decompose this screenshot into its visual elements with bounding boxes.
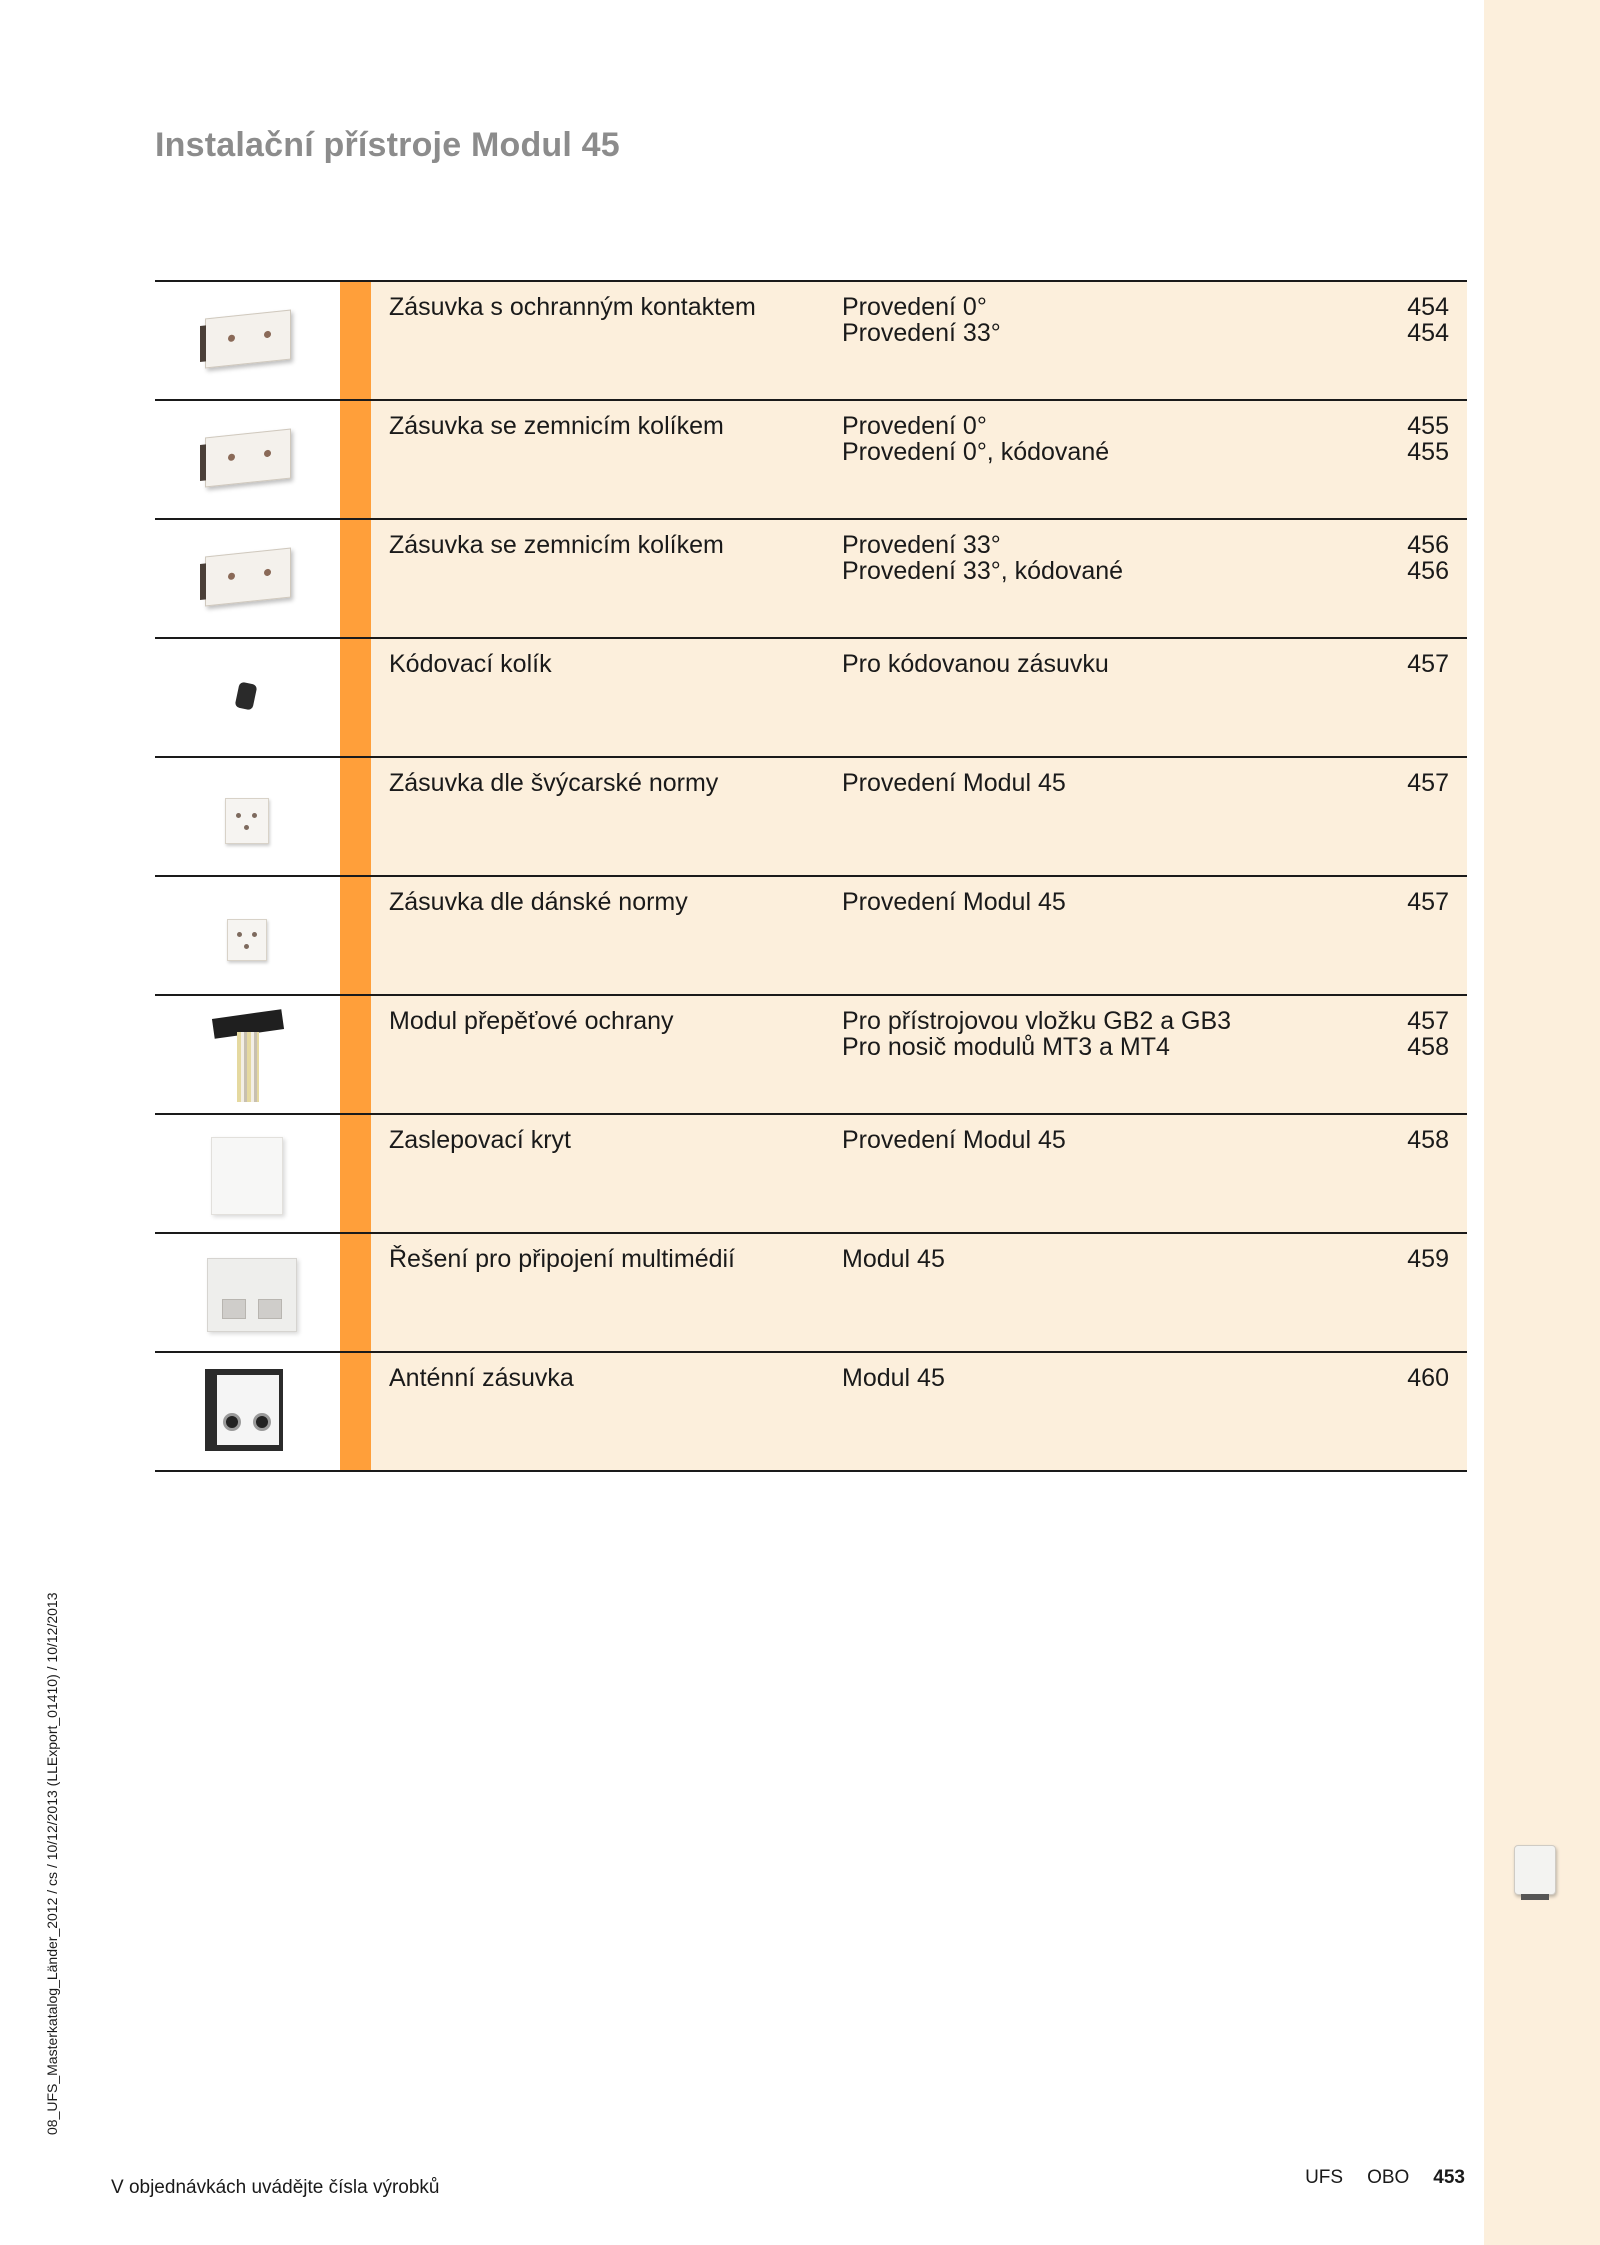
variant-label: Modul 45 (842, 1245, 945, 1273)
product-name: Zásuvka se zemnicím kolíkem (389, 531, 724, 559)
accent-bar (340, 996, 371, 1113)
product-name: Modul přepěťové ochrany (389, 1007, 674, 1035)
swiss-socket-icon (155, 758, 340, 875)
page-references (1407, 770, 1449, 796)
page-references (1407, 294, 1449, 346)
row-content (371, 401, 1467, 518)
product-variants (842, 532, 1123, 584)
accent-bar (340, 1353, 371, 1470)
variant-label: Provedení 0° (842, 412, 987, 440)
variant-label: Pro kódovanou zásuvku (842, 650, 1109, 678)
row-content (371, 1234, 1467, 1351)
variant-label: Provedení Modul 45 (842, 769, 1066, 797)
footer-brand: OBO (1367, 2167, 1410, 2188)
product-variants (842, 889, 1066, 915)
blank-cover-icon (155, 1115, 340, 1232)
product-name: Zásuvka se zemnicím kolíkem (389, 412, 724, 440)
variant-label: Provedení Modul 45 (842, 1126, 1066, 1154)
socket-thumbnail-icon (1514, 1845, 1556, 1895)
footer-info (1305, 2167, 1465, 2189)
product-variants (842, 1008, 1231, 1060)
page-title: Instalační přístroje Modul 45 (155, 126, 620, 164)
product-name: Zásuvka dle švýcarské normy (389, 769, 719, 797)
variant-label: Modul 45 (842, 1364, 945, 1392)
variant-label: Provedení 0°, kódované (842, 438, 1110, 466)
row-content (371, 877, 1467, 994)
accent-bar (340, 401, 371, 518)
page-references (1407, 532, 1449, 584)
page-link[interactable]: 458 (1407, 1033, 1449, 1061)
accent-bar (340, 282, 371, 399)
table-row[interactable] (155, 1113, 1467, 1232)
variant-label: Pro přístrojovou vložku GB2 a GB3 (842, 1007, 1232, 1035)
socket-double-icon (155, 282, 340, 399)
side-color-strip (1484, 0, 1600, 2245)
page-link[interactable]: 459 (1407, 1245, 1449, 1273)
page-link[interactable]: 457 (1407, 650, 1449, 678)
variant-label: Provedení 33° (842, 319, 1001, 347)
accent-bar (340, 1234, 371, 1351)
product-name: Kódovací kolík (389, 650, 552, 678)
accent-bar (340, 639, 371, 756)
product-name: Anténní zásuvka (389, 1364, 574, 1392)
page-link[interactable]: 456 (1407, 557, 1449, 585)
variant-label: Provedení 0° (842, 293, 987, 321)
variant-label: Pro nosič modulů MT3 a MT4 (842, 1033, 1170, 1061)
variant-label: Provedení 33°, kódované (842, 557, 1124, 585)
page-link[interactable]: 454 (1407, 319, 1449, 347)
table-row[interactable] (155, 1351, 1467, 1470)
product-name: Zásuvka s ochranným kontaktem (389, 293, 756, 321)
page-link[interactable]: 457 (1407, 769, 1449, 797)
table-row[interactable] (155, 280, 1467, 399)
row-content (371, 520, 1467, 637)
variant-label: Provedení Modul 45 (842, 888, 1066, 916)
page-references (1407, 1008, 1449, 1060)
table-row[interactable] (155, 875, 1467, 994)
accent-bar (340, 1115, 371, 1232)
page-references (1407, 1365, 1449, 1391)
accent-bar (340, 520, 371, 637)
coding-pin-icon (155, 639, 340, 756)
product-variants (842, 651, 1109, 677)
page-references (1407, 889, 1449, 915)
variant-label: Provedení 33° (842, 531, 1001, 559)
row-content (371, 1353, 1467, 1470)
table-row[interactable] (155, 994, 1467, 1113)
page-link[interactable]: 454 (1407, 293, 1449, 321)
product-variants (842, 413, 1109, 465)
socket-double-icon (155, 401, 340, 518)
table-row[interactable] (155, 756, 1467, 875)
socket-double-icon (155, 520, 340, 637)
page-references (1407, 651, 1449, 677)
product-table (155, 280, 1467, 1472)
danish-socket-icon (155, 877, 340, 994)
page-link[interactable]: 458 (1407, 1126, 1449, 1154)
row-content (371, 996, 1467, 1113)
row-content (371, 282, 1467, 399)
table-row[interactable] (155, 399, 1467, 518)
page-number: 453 (1433, 2167, 1465, 2188)
print-metadata-note: 08_UFS_Masterkatalog_Länder_2012 / cs / 10/12/2013 (LLExport_01410) / 10/12/2013 (44, 1592, 60, 2135)
footer-note: V objednávkách uvádějte čísla výrobků (111, 2177, 440, 2198)
product-variants (842, 1127, 1066, 1153)
product-name: Řešení pro připojení multimédií (389, 1245, 735, 1273)
accent-bar (340, 877, 371, 994)
table-row[interactable] (155, 1232, 1467, 1351)
page-references (1407, 1127, 1449, 1153)
page-link[interactable]: 460 (1407, 1364, 1449, 1392)
page-link[interactable]: 455 (1407, 438, 1449, 466)
accent-bar (340, 758, 371, 875)
product-name: Zásuvka dle dánské normy (389, 888, 688, 916)
page-references (1407, 413, 1449, 465)
page-link[interactable]: 457 (1407, 1007, 1449, 1035)
row-content (371, 1115, 1467, 1232)
product-name: Zaslepovací kryt (389, 1126, 572, 1154)
row-content (371, 639, 1467, 756)
product-variants (842, 1246, 945, 1272)
product-variants (842, 770, 1066, 796)
antenna-socket-icon (155, 1353, 340, 1470)
page-references (1407, 1246, 1449, 1272)
product-variants (842, 1365, 945, 1391)
footer-section: UFS (1305, 2167, 1344, 2188)
page-link[interactable]: 457 (1407, 888, 1449, 916)
page-link[interactable]: 455 (1407, 412, 1449, 440)
row-content (371, 758, 1467, 875)
surge-module-icon (155, 996, 340, 1113)
table-row[interactable] (155, 518, 1467, 637)
product-variants (842, 294, 1001, 346)
table-row[interactable] (155, 637, 1467, 756)
page-link[interactable]: 456 (1407, 531, 1449, 559)
multimedia-icon (155, 1234, 340, 1351)
